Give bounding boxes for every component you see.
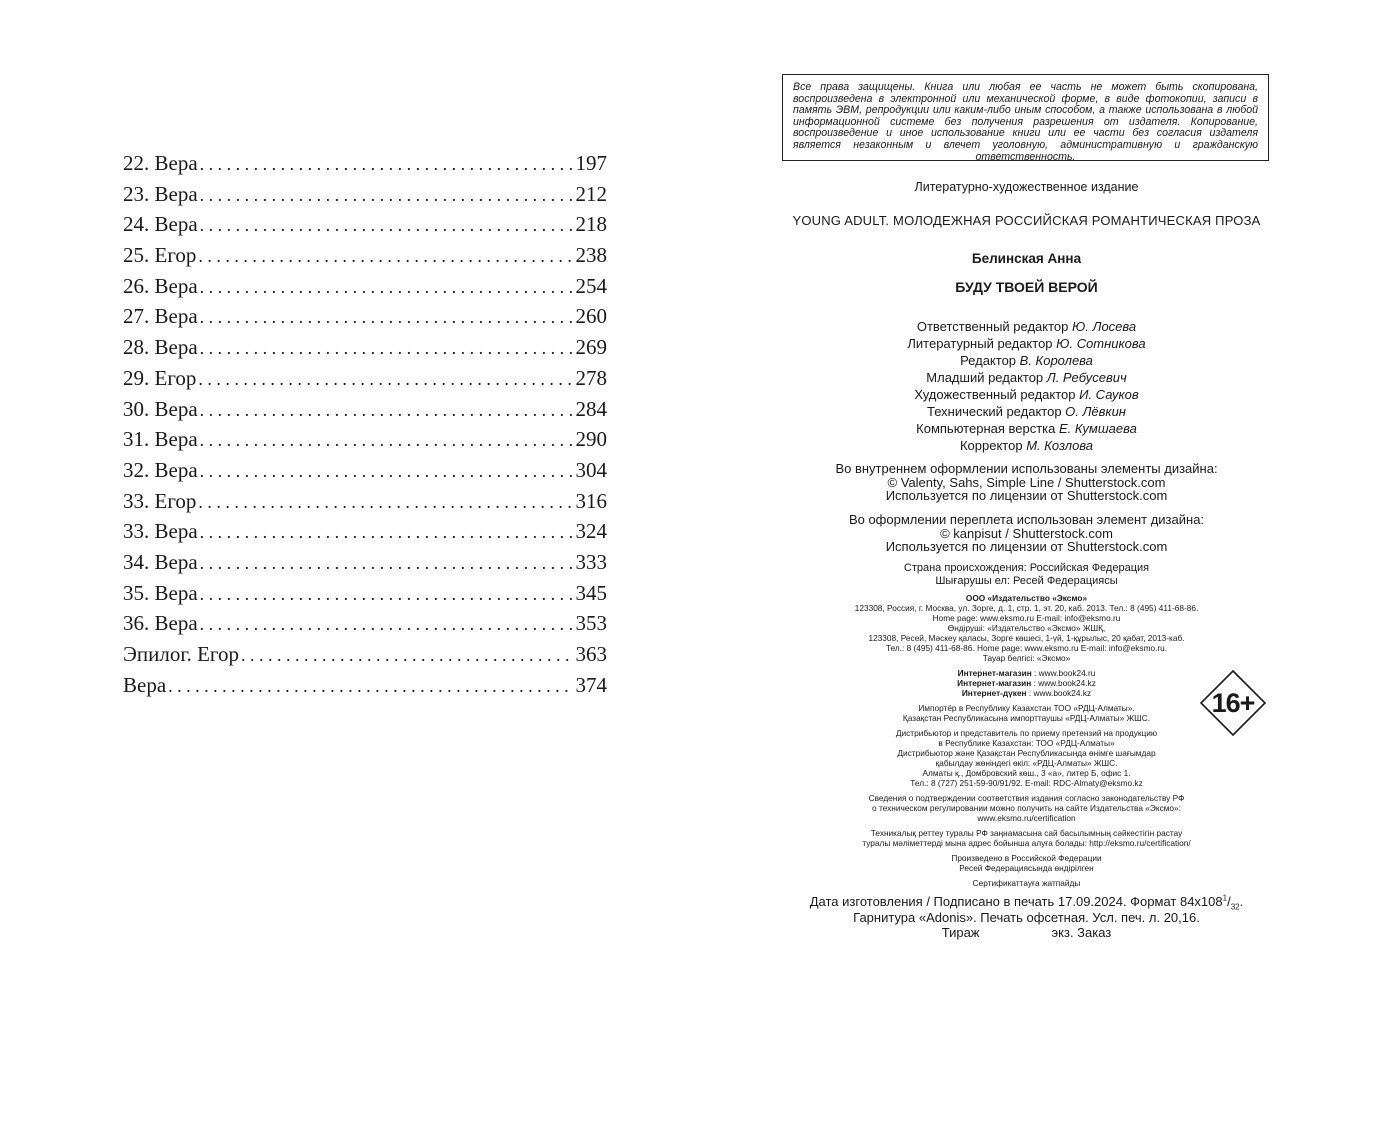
- age-rating-label: 16+: [1211, 688, 1255, 718]
- editor-role: Корректор: [959, 438, 1023, 453]
- toc-leader-dots: [200, 149, 572, 179]
- toc-leader-dots: [200, 302, 572, 332]
- toc-entry-title: 26. Вера: [123, 273, 198, 298]
- toc-entry: [123, 455, 607, 486]
- toc-leader-dots: [200, 609, 572, 639]
- certification-line: Сведения о подтверждении соответствия издания согласно законодательству РФ: [868, 793, 1185, 803]
- toc-entry: [123, 332, 607, 363]
- toc-entry-title: Вера: [123, 672, 167, 697]
- toc-entry: [123, 240, 607, 271]
- age-rating-badge: [1200, 670, 1266, 736]
- publisher-kz-maker: Өндіруші: «Издательство «Эксмо» ЖШҚ,: [947, 623, 1106, 633]
- editor-name: М. Козлова: [1026, 438, 1094, 453]
- online-shop-url: : www.book24.ru: [1031, 668, 1096, 678]
- online-shop-label: Интернет-магазин: [957, 678, 1032, 688]
- online-shop-url: : www.book24.kz: [1031, 678, 1096, 688]
- toc-leader-dots: [200, 210, 572, 240]
- toc-entry-page: 218: [575, 212, 607, 237]
- editors-list: [780, 318, 1273, 454]
- distributor-line: Алматы қ., Домбровский көш., 3 «а», литер Б, офис 1.: [922, 768, 1131, 778]
- toc-leader-dots: [198, 241, 571, 271]
- editor-role: Компьютерная верстка: [916, 421, 1056, 436]
- toc-entry: [123, 578, 607, 609]
- certification-kz-line: туралы мәліметтерді мына адрес бойынша алуға болады: http://eksmo.ru/certification/: [862, 838, 1191, 848]
- toc-entry-title: 27. Вера: [123, 304, 198, 329]
- importer-line: Импортёр в Республику Казахстан ТОО «РДЦ-Алматы».: [918, 703, 1135, 713]
- author-name: Белинская Анна: [971, 251, 1082, 266]
- toc-leader-dots: [200, 456, 572, 486]
- toc-entry: [123, 670, 607, 701]
- produced-line: Ресей Федерациясында өндірілген: [959, 863, 1094, 873]
- toc-entry: [123, 608, 607, 639]
- toc-leader-dots: [200, 395, 572, 425]
- origin-line: Шығарушы ел: Ресей Федерациясы: [935, 575, 1118, 587]
- series-name: YOUNG ADULT. МОЛОДЕЖНАЯ РОССИЙСКАЯ РОМАНТИЧЕСКАЯ ПРОЗА: [792, 213, 1261, 228]
- editor-line: [780, 318, 1273, 335]
- toc-leader-dots: [200, 548, 572, 578]
- toc-entry-page: 374: [575, 672, 607, 697]
- distributor-line: қабылдау жөніндегі өкіл: «РДЦ-Алматы» ЖШС.: [935, 758, 1118, 768]
- format-sub: 32: [1230, 902, 1240, 912]
- toc-leader-dots: [200, 579, 572, 609]
- publisher-kz-brand: Тауар белгісі: «Эксмо»: [982, 653, 1071, 663]
- print-line-2: Гарнитура «Adonis». Печать офсетная. Усл. печ. л. 20,16.: [853, 909, 1200, 925]
- toc-leader-dots: [241, 640, 572, 670]
- toc-entry: [123, 363, 607, 394]
- online-shop-url: : www.book24.kz: [1026, 688, 1092, 698]
- publisher-kz-web: Тел.: 8 (495) 411-68-86. Home page: www.eksmo.ru E-mail: info@eksmo.ru.: [885, 643, 1168, 653]
- toc-entry-page: 324: [575, 519, 607, 544]
- interior-design-credits: [780, 462, 1273, 503]
- toc-entry-title: Эпилог. Егор: [123, 642, 239, 666]
- toc-leader-dots: [168, 671, 571, 701]
- print-date-format: Дата изготовления / Подписано в печать 17.09.2024. Формат 84x108: [809, 894, 1223, 909]
- toc-entry: [123, 516, 607, 547]
- toc-entry-title: 23. Вера: [123, 181, 198, 206]
- cover-design-credits: [780, 513, 1273, 554]
- print-line-3: [780, 925, 1273, 941]
- toc-entry-title: 28. Вера: [123, 335, 198, 360]
- print-line-1-end: .: [1239, 894, 1244, 909]
- toc-entry-title: 22. Вера: [123, 151, 198, 175]
- toc-leader-dots: [200, 333, 572, 363]
- credit-line: Во оформлении переплета использован элемент дизайна:: [848, 512, 1205, 527]
- toc-entry-page: 316: [575, 488, 607, 513]
- order-label: экз. Заказ: [1051, 925, 1112, 940]
- toc-entry-page: 269: [575, 335, 607, 360]
- toc-entry-title: 33. Вера: [123, 519, 198, 544]
- editor-name: Ю. Сотникова: [1056, 336, 1146, 351]
- distributor-line: Дистрибьютор және Қазақстан Республикасында өнімге шағымдар: [897, 748, 1156, 758]
- editor-role: Младший редактор: [926, 370, 1044, 385]
- editor-line: [780, 437, 1273, 454]
- toc-entry-title: 32. Вера: [123, 457, 198, 482]
- toc-entry-title: 33. Егор: [123, 488, 197, 513]
- publisher-web: Home page: www.eksmo.ru E-mail: info@eksmo.ru: [932, 613, 1121, 623]
- toc-entry: [123, 148, 607, 179]
- editor-role: Ответственный редактор: [916, 319, 1069, 334]
- book-title: БУДУ ТВОЕЙ ВЕРОЙ: [955, 279, 1098, 295]
- toc-entry-page: 333: [575, 549, 607, 574]
- edition-type: Литературно-художественное издание: [914, 180, 1139, 194]
- publisher-name: ООО «Издательство «Эксмо»: [965, 593, 1088, 603]
- toc-leader-dots: [200, 180, 572, 210]
- editor-line: [780, 403, 1273, 420]
- editor-name: Е. Кумшаева: [1059, 421, 1137, 436]
- credit-line: © Valenty, Sahs, Simple Line / Shutterstock.com: [887, 474, 1166, 490]
- toc-leader-dots: [200, 517, 572, 547]
- editor-name: В. Королева: [1019, 353, 1093, 368]
- toc-entry-page: 260: [575, 304, 607, 329]
- toc-entry: [123, 486, 607, 517]
- certification-kz-line: Техникалық реттеу туралы РФ заңнамасына сай басылымның сәйкестігін растау: [870, 828, 1183, 838]
- editor-role: Художественный редактор: [914, 387, 1076, 402]
- toc-entry-page: 197: [575, 151, 607, 175]
- publisher-info: [780, 593, 1273, 888]
- toc-entry-page: 212: [575, 181, 607, 206]
- toc-leader-dots: [200, 425, 572, 455]
- toc-entry: [123, 424, 607, 455]
- editor-line: [780, 369, 1273, 386]
- copyright-notice: Все права защищены. Книга или любая ее часть не может быть скопирована, воспроизведена в электронной или механической форме, в виде фотокопии, записи в память ЭВМ, репродукции или каким-либо иным способом, а также использована в любой информационной системе без получения разрешения от издателя. Копирование, воспроизведение и иное использование книги или ее части без согласия издателя является незаконным и влечет уголовную, административную и гражданскую ответственность.: [782, 74, 1269, 161]
- format-sup: 1: [1222, 893, 1228, 903]
- certification-line: о техническом регулировании можно получить на сайте Издательства «Эксмо»:: [872, 803, 1181, 813]
- toc-entry-page: 254: [575, 273, 607, 298]
- produced-line: Произведено в Российской Федерации: [951, 853, 1102, 863]
- credit-line: © kanpisut / Shutterstock.com: [940, 525, 1113, 541]
- print-info: [780, 894, 1273, 941]
- toc-leader-dots: [200, 272, 572, 302]
- toc-entry-title: 34. Вера: [123, 549, 198, 574]
- importer-line: Қазақстан Республикасына импорттаушы «РДЦ-Алматы» ЖШС.: [902, 713, 1151, 723]
- editor-line: [780, 352, 1273, 369]
- toc-entry-title: 29. Егор: [123, 365, 197, 390]
- origin-line: Страна происхождения: Российская Федерация: [903, 562, 1150, 574]
- distributor-line: в Республике Казахстан: ТОО «РДЦ-Алматы»: [938, 738, 1115, 748]
- toc-entry-page: 278: [575, 365, 607, 390]
- editor-role: Технический редактор: [927, 404, 1062, 419]
- cert-kz-note: Сертификаттауға жатпайды: [972, 878, 1081, 888]
- toc-entry: [123, 209, 607, 240]
- toc-entry-page: 304: [575, 457, 607, 482]
- distributor-line: Дистрибьютор и представитель по приему претензий на продукцию: [895, 728, 1158, 738]
- toc-entry-title: 30. Вера: [123, 396, 198, 421]
- editor-line: [780, 420, 1273, 437]
- credit-line: Используется по лицензии от Shutterstock.com: [885, 488, 1168, 503]
- country-of-origin: [780, 562, 1273, 588]
- certification-line: www.eksmo.ru/certification: [977, 813, 1076, 823]
- publisher-address: 123308, Россия, г. Москва, ул. Зорге, д. 1, стр. 1, эт. 20, каб. 2013. Тел.: 8 (495) 411-68-86.: [854, 603, 1199, 613]
- toc-entry: [123, 301, 607, 332]
- toc-entry-page: 363: [575, 642, 607, 666]
- toc-entry-title: 31. Вера: [123, 427, 198, 452]
- credit-line: Используется по лицензии от Shutterstock.com: [885, 539, 1168, 554]
- toc-entry: [123, 179, 607, 210]
- toc-entry-title: 25. Егор: [123, 243, 197, 268]
- editor-role: Литературный редактор: [907, 336, 1053, 351]
- toc-entry-title: 36. Вера: [123, 611, 198, 636]
- toc-entry-title: 24. Вера: [123, 212, 198, 237]
- toc-entry: [123, 639, 607, 670]
- online-shop-label: Интернет-магазин: [957, 668, 1032, 678]
- distributor-line: Тел.: 8 (727) 251-59-90/91/92. E-mail: RDC-Almaty@eksmo.kz: [910, 778, 1143, 788]
- toc-entry: [123, 394, 607, 425]
- editor-role: Редактор: [960, 353, 1017, 368]
- editor-name: Л. Ребусевич: [1046, 370, 1127, 385]
- editor-name: И. Сауков: [1079, 387, 1139, 402]
- toc-entry-title: 35. Вера: [123, 580, 198, 605]
- toc-leader-dots: [198, 487, 571, 517]
- toc-entry-page: 290: [575, 427, 607, 452]
- table-of-contents: [123, 148, 607, 700]
- online-shop-label: Интернет-дүкен: [961, 688, 1027, 698]
- toc-entry: [123, 547, 607, 578]
- credit-line: Во внутреннем оформлении использованы элементы дизайна:: [835, 461, 1218, 476]
- toc-entry-page: 345: [575, 580, 607, 605]
- toc-entry-page: 353: [575, 611, 607, 636]
- editor-line: [780, 386, 1273, 403]
- toc-leader-dots: [198, 364, 571, 394]
- editor-name: Ю. Лосева: [1072, 319, 1137, 334]
- toc-entry-page: 284: [575, 396, 607, 421]
- editor-line: [780, 335, 1273, 352]
- print-run-label: Тираж: [941, 925, 980, 940]
- publisher-kz-address: 123308, Ресей, Мәскеу қаласы, Зорге көшесі, 1-үй, 1-құрылыс, 20 қабат, 2013-каб.: [868, 633, 1185, 643]
- editor-name: О. Лёвкин: [1065, 404, 1126, 419]
- toc-entry-page: 238: [575, 243, 607, 268]
- toc-entry: [123, 271, 607, 302]
- print-line-1: Дата изготовления / Подписано в печать 17.09.2024. Формат $84x108^1/_{32}$.: [809, 893, 1244, 912]
